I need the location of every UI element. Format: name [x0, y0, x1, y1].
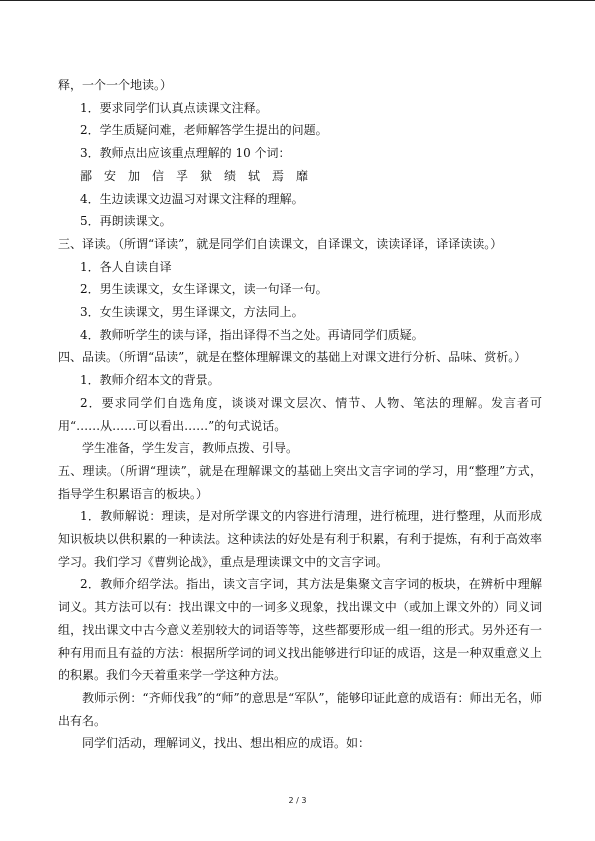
- paragraph-example: 教师示例：“齐师伐我”的“师”的意思是“军队”，能够印证此意的成语有：师出无名，师出有名。: [58, 690, 542, 728]
- list-item-1: 1．教师解说：理读，是对所学课文的内容进行清理，进行梳理，进行整理，从而形成知识板块以供积累的一种读法。这种读法的好处是有利于积累，有利于提炼，有利于高效率学习。我们学习《曹刿论战》，重点是理读课文中的文言字词。: [58, 509, 542, 569]
- paragraph-continuation: 释，一个一个地读。）: [58, 78, 173, 92]
- key-word: 靡: [296, 168, 309, 183]
- key-words-row: [58, 165, 542, 188]
- section-heading-organize: 五、理读。（所谓“理读”，就是在理解课文的基础上突出文言字词的学习，用“整理”方式，指导学生积累语言的板块。）: [58, 463, 542, 501]
- document-body: [58, 74, 542, 755]
- key-word: 安: [104, 168, 117, 183]
- list-item-3: 3．女生读课文，男生译课文，方法同上。: [80, 305, 304, 320]
- list-item-2: 2．男生读课文，女生译课文，读一句译一句。: [80, 282, 328, 297]
- list-item-1: 1．各人自读自译: [80, 259, 172, 274]
- section-heading-translate: 三、译读。（所谓“译读”，就是同学们自读课文，自译课文，读读译译，译译读读。）: [58, 236, 503, 251]
- list-item-2: 2．学生质疑问难，老师解答学生提出的问题。: [80, 123, 328, 138]
- top-border-line: [0, 0, 595, 1]
- list-item-4: 4．教师听学生的读与译，指出译得不当之处。再请同学们质疑。: [80, 327, 424, 342]
- key-word: 轼: [248, 168, 261, 183]
- paragraph: 学生准备，学生发言，教师点拨、引导。: [82, 441, 299, 456]
- section-heading-appreciate: 四、品读。（所谓“品读”，就是在整体理解课文的基础上对课文进行分析、品味、赏析。）: [58, 350, 527, 365]
- key-word: 狱: [200, 168, 213, 183]
- list-item-1: 1．要求同学们认真点读课文注释。: [80, 100, 268, 115]
- key-word: 信: [152, 168, 165, 183]
- key-word: 加: [128, 168, 141, 183]
- list-item-4: 4．生边读课文边温习对课文注释的理解。: [80, 191, 304, 206]
- list-item-2: 2．要求同学们自选角度，谈谈对课文层次、情节、人物、笔法的理解。发言者可用“……从……可以看出……”的句式说话。: [58, 395, 542, 433]
- page-number: 2 / 3: [288, 796, 307, 805]
- list-item-1: 1．教师介绍本文的背景。: [80, 373, 220, 388]
- key-word: 鄙: [80, 168, 93, 183]
- list-item-2: 2．教师介绍学法。指出，读文言字词，其方法是集聚文言字词的板块，在辨析中理解词义。其方法可以有：找出课文中的一词多义现象，找出课文中（或加上课文外的）同义词组，找出课文中古今意义差别较大的词语等等，这些都要形成一组一组的形式。另外还有一种有用而且有益的方法：根据所学词的词义找出能够进行印证的成语，这是一种双重意义上的积累。我们今天着重来学一学这种方法。: [58, 577, 542, 683]
- paragraph-activity: 同学们活动，理解词义，找出、想出相应的成语。如：: [82, 736, 371, 751]
- list-item-5: 5．再朗读课文。: [80, 214, 172, 229]
- list-item-3: 3．教师点出应该重点理解的 10 个词：: [80, 146, 291, 161]
- key-word: 绩: [224, 168, 237, 183]
- key-word: 孚: [176, 168, 189, 183]
- key-word: 焉: [272, 168, 285, 183]
